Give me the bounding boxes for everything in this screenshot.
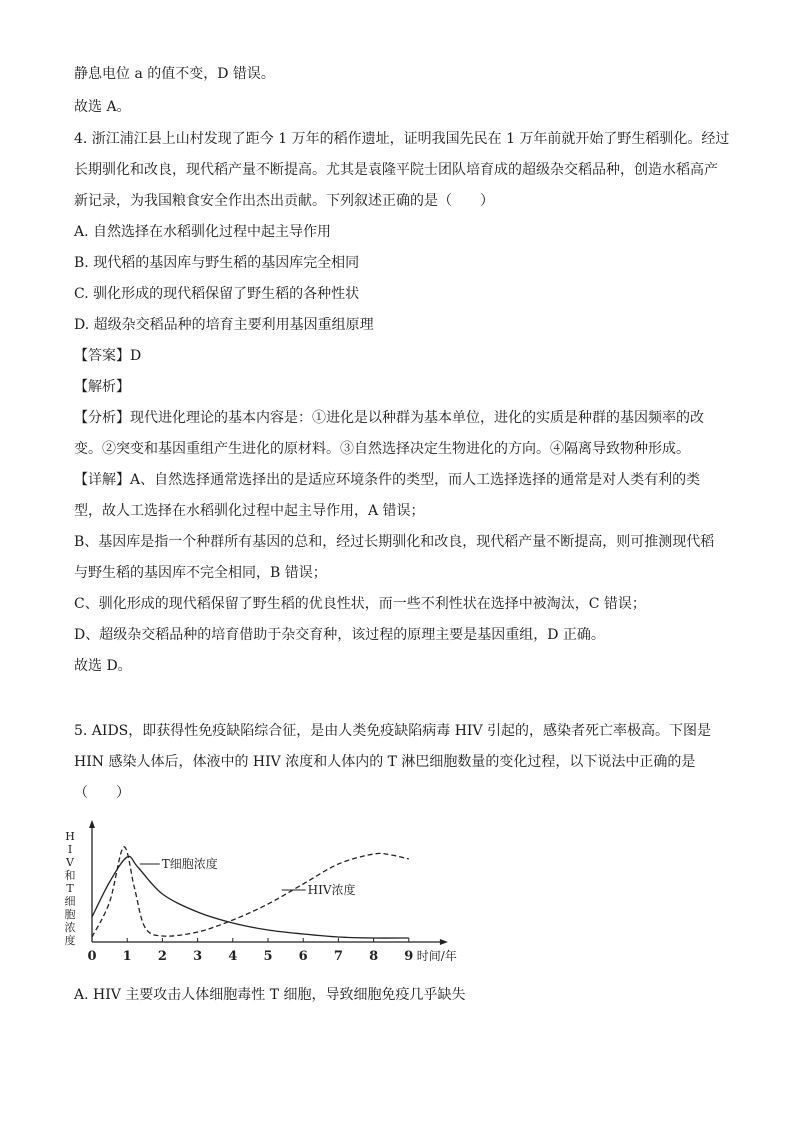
analysis-label: 【解析】 (74, 379, 130, 395)
answer-label: 【答案】D (74, 348, 142, 364)
question-5-stem: （ ） (74, 785, 130, 801)
detail-text: D、超级杂交稻品种的培育借助于杂交育种，该过程的原理主要是基因重组，D 正确。 (74, 627, 605, 643)
y-axis-label-char: 和 (64, 869, 76, 882)
chart-labels (65, 830, 457, 964)
hiv-series-label: HIV浓度 (307, 883, 356, 897)
y-axis-label-char: 胞 (64, 908, 76, 921)
question-5-stem: HIN 感染人体后，体液中的 HIV 浓度和人体内的 T 淋巴细胞数量的变化过程，以下说法中正确的是 (74, 754, 696, 770)
detail-text: C、驯化形成的现代稻保留了野生稻的优良性状，而一些不利性状在选择中被淘汰，C 错误； (74, 596, 646, 612)
chart-axes (89, 820, 448, 945)
text-line: 故选 A。 (74, 99, 131, 115)
chart-series (92, 847, 409, 938)
y-axis-label-char: I (67, 843, 73, 856)
text-line: 静息电位 a 的值不变，D 错误。 (74, 66, 275, 82)
x-tick-label: 2 (157, 949, 167, 964)
question-4-stem: 新记录，为我国粮食安全作出杰出贡献。下列叙述正确的是（ ） (74, 193, 494, 209)
x-axis-label: 时间/年 (416, 949, 457, 963)
t-cell-series-line (92, 856, 409, 938)
y-axis-label-char: T (66, 882, 74, 895)
question-4-stem: 4. 浙江浦江县上山村发现了距今 1 万年的稻作遗址，证明我国先民在 1 万年前就开始了野生稻驯化。经过 (74, 131, 730, 147)
y-axis-label-char: 度 (64, 934, 76, 947)
analysis-text: 变。②突变和基因重组产生进化的原材料。③自然选择决定生物进化的方向。④隔离导致物种形成。 (74, 441, 690, 457)
x-tick-label: 8 (369, 949, 379, 964)
option-a: A. HIV 主要攻击人体细胞毒性 T 细胞，导致细胞免疫几乎缺失 (74, 987, 466, 1003)
option-d: D. 超级杂交稻品种的培育主要利用基因重组原理 (74, 317, 374, 333)
y-axis-label-char: H (65, 830, 75, 843)
t-cell-series-label: T细胞浓度 (161, 857, 218, 871)
hiv-t-cell-chart (62, 820, 462, 970)
y-axis-arrow (89, 820, 95, 828)
x-axis-arrow (440, 939, 448, 945)
y-axis-label-char: 细 (64, 895, 76, 908)
hiv-series-line (92, 847, 409, 937)
option-a: A. 自然选择在水稻驯化过程中起主导作用 (74, 224, 332, 240)
y-axis-label-char: V (66, 856, 74, 869)
x-tick-label: 4 (228, 949, 238, 964)
x-tick-label: 7 (333, 949, 343, 964)
x-tick-label: 6 (298, 949, 308, 964)
question-5-stem: 5. AIDS，即获得性免疫缺陷综合征，是由人类免疫缺陷病毒 HIV 引起的，感染者死亡率极高。下图是 (74, 723, 712, 739)
x-tick-label: 1 (122, 949, 132, 964)
x-tick-label: 0 (87, 949, 97, 964)
detail-text: B、基因库是指一个种群所有基因的总和，经过长期驯化和改良，现代稻产量不断提高，则可推测现代稻 (74, 534, 715, 550)
y-axis-label-char: 浓 (64, 921, 76, 934)
x-tick-label: 9 (404, 949, 414, 964)
detail-text: 【详解】A、自然选择通常选择出的是适应环境条件的类型，而人工选择选择的通常是对人类有利的类 (74, 472, 701, 488)
option-b: B. 现代稻的基因库与野生稻的基因库完全相同 (74, 255, 360, 271)
option-c: C. 驯化形成的现代稻保留了野生稻的各种性状 (74, 286, 360, 302)
detail-text: 与野生稻的基因库不完全相同，B 错误； (74, 565, 327, 581)
x-tick-label: 5 (263, 949, 273, 964)
x-tick-label: 3 (193, 949, 203, 964)
analysis-text: 【分析】现代进化理论的基本内容是：①进化是以种群为基本单位，进化的实质是种群的基因频率的改 (74, 410, 704, 426)
question-4-stem: 长期驯化和改良，现代稻产量不断提高。尤其是袁隆平院士团队培育成的超级杂交稻品种，创造水稻高产 (74, 162, 718, 178)
conclusion-text: 故选 D。 (74, 658, 132, 674)
detail-text: 型，故人工选择在水稻驯化过程中起主导作用，A 错误； (74, 503, 425, 519)
